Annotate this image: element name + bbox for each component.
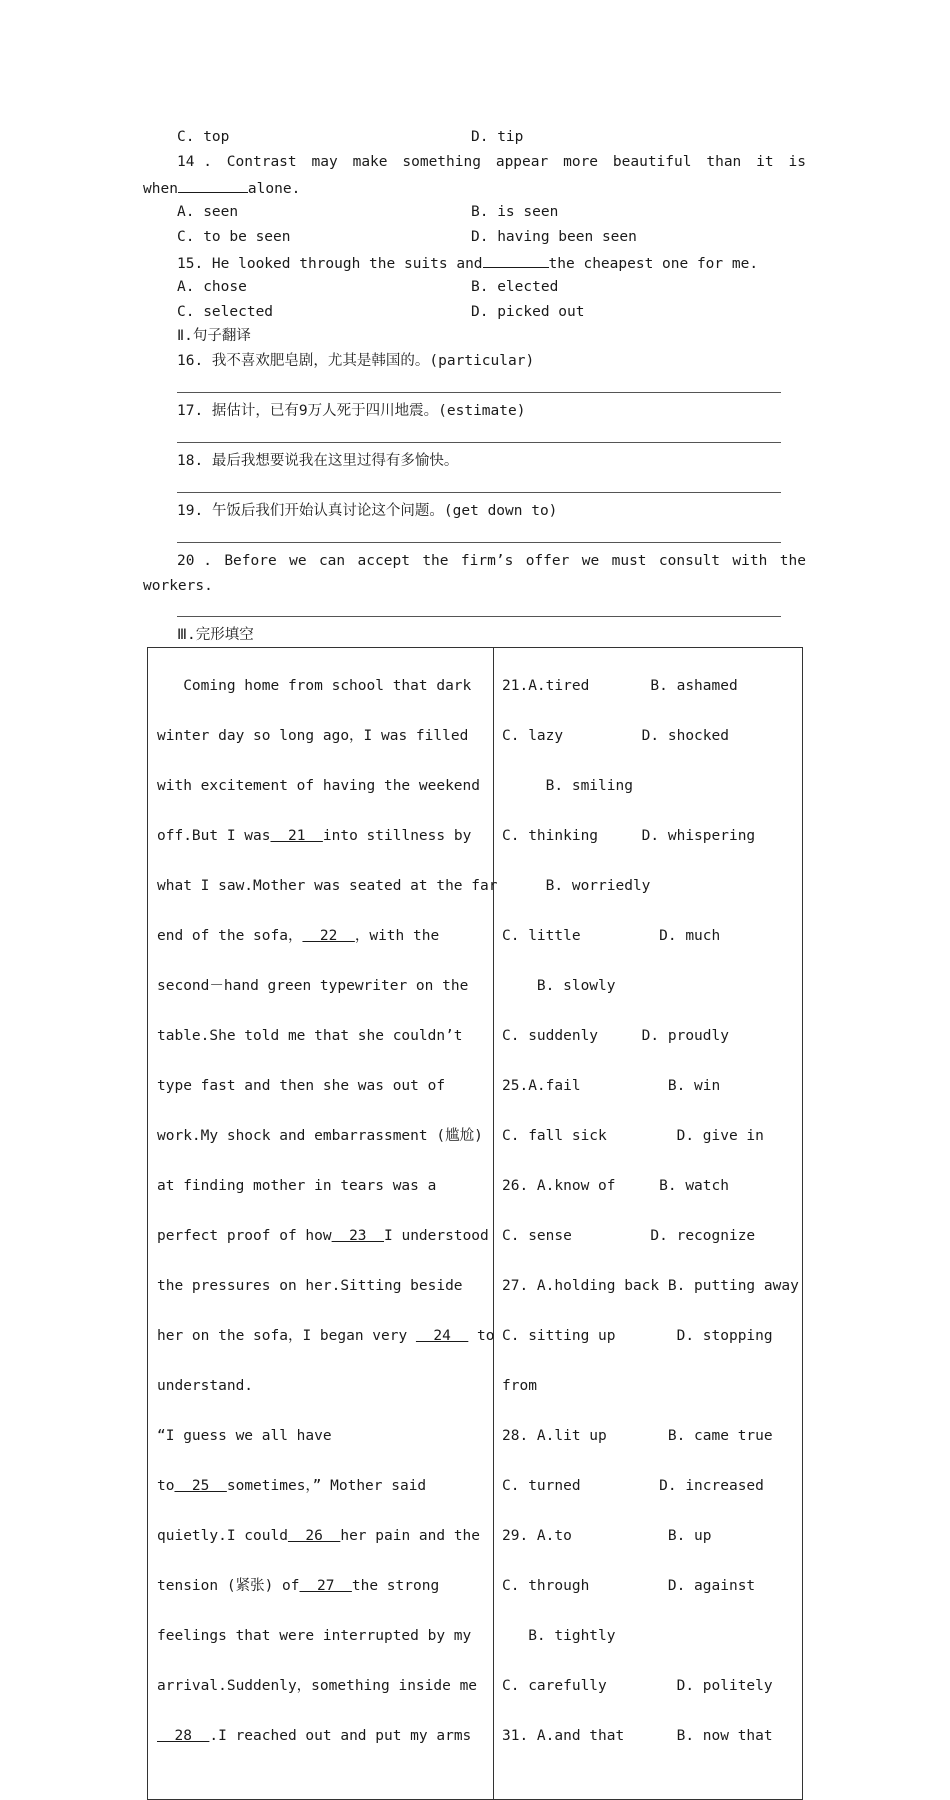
translation-q18: 18. 最后我想要说我在这里过得有多愉快。	[177, 453, 459, 469]
cloze-option-line: C. fall sick D. give in	[502, 1128, 764, 1144]
cloze-option-line: C. thinking D. whispering	[502, 828, 756, 844]
q13-option-c: C. top	[177, 129, 230, 145]
cloze-option-line: C. suddenly D. proudly	[502, 1028, 729, 1044]
q15-option-c: C. selected	[177, 304, 274, 320]
cloze-blank-25[interactable]: 25	[174, 1478, 227, 1494]
answer-line-19[interactable]	[177, 542, 781, 543]
translation-q17: 17. 据估计，已有9万人死于四川地震。(estimate)	[177, 403, 526, 419]
cloze-option-line: C. sense D. recognize	[502, 1228, 756, 1244]
translation-q20-line1: 20 . Before we can accept the firm’s offer we must consult with the	[177, 553, 806, 569]
q14-option-a: A. seen	[177, 204, 239, 220]
cloze-blank-22[interactable]: 22	[302, 928, 355, 944]
cloze-option-line: C. lazy D. shocked	[502, 728, 729, 744]
cloze-options	[494, 648, 803, 1800]
q15-blank	[483, 250, 549, 268]
cloze-option-line: B. worriedly	[502, 878, 651, 894]
q15-stem: 15. He looked through the suits and the cheapest one for me.	[177, 250, 758, 277]
answer-line-16[interactable]	[177, 392, 781, 393]
cloze-blank-21[interactable]: 21	[270, 828, 323, 844]
q15-option-d: D. picked out	[471, 304, 585, 320]
cloze-option-line: C. turned D. increased	[502, 1478, 764, 1494]
translation-heading: Ⅱ.句子翻译	[177, 328, 251, 344]
cloze-option-line: B. smiling	[502, 778, 633, 794]
cloze-blank-28[interactable]: 28	[157, 1728, 210, 1744]
cloze-option-line: C. sitting up D. stopping	[502, 1328, 773, 1344]
cloze-option-line: C. little D. much	[502, 928, 721, 944]
q15-option-a: A. chose	[177, 279, 247, 295]
cloze-option-line: 21.A.tired B. ashamed	[502, 678, 738, 694]
cloze-option-line: 29. A.to B. up	[502, 1528, 712, 1544]
cloze-option-line: from	[502, 1378, 537, 1394]
q13-option-d: D. tip	[471, 129, 524, 145]
cloze-option-line: B. slowly	[502, 978, 616, 994]
q14-option-d: D. having been seen	[471, 229, 637, 245]
translation-q20-line2: workers.	[143, 578, 213, 594]
q15-option-b: B. elected	[471, 279, 559, 295]
cloze-blank-27[interactable]: 27	[299, 1578, 352, 1594]
translation-q19: 19. 午饭后我们开始认真讨论这个问题。(get down to)	[177, 503, 558, 519]
cloze-table	[147, 647, 803, 1800]
cloze-heading: Ⅲ.完形填空	[177, 627, 254, 643]
cloze-blank-23[interactable]: 23	[331, 1228, 384, 1244]
q14-option-b: B. is seen	[471, 204, 559, 220]
q14-stem-line1: 14 . Contrast may make something appear more beautiful than it is	[177, 154, 806, 170]
cloze-option-line: C. through D. against	[502, 1578, 756, 1594]
cloze-option-line: 27. A.holding back B. putting away	[502, 1278, 799, 1294]
cloze-passage: Coming home from school that dark winter day so long ago，I was filled with excitement of having the weekend off.But I was 21 into stillness by what I saw.Mother was seated at the far end of the sofa， 22 ，with the second－hand green typewriter on the table.She told me that she couldn’t type fast and then she was out of work.My shock and embarrassment (尴尬) at finding mother in tears was a perfect proof of how 23 I understood the pressures on her.Sitting beside her on the sofa，I began very 24 to understand. “I guess we all have to 25 sometimes，” Mother said quietly.I could 26 her pain and the tension (紧张) of 27 the strong feelings that were interrupted by my arrival.Suddenly，something inside me 28 .I reached out and put my arms	[148, 648, 494, 1800]
answer-line-17[interactable]	[177, 442, 781, 443]
q14-option-c: C. to be seen	[177, 229, 291, 245]
cloze-option-line: 26. A.know of B. watch	[502, 1178, 729, 1194]
q14-blank	[178, 175, 248, 193]
cloze-option-line: 25.A.fail B. win	[502, 1078, 721, 1094]
q14-stem-line2: when alone.	[143, 175, 300, 202]
cloze-blank-24[interactable]: 24	[415, 1328, 469, 1344]
cloze-option-line: 28. A.lit up B. came true	[502, 1428, 773, 1444]
answer-line-20[interactable]	[177, 616, 781, 617]
cloze-option-line: B. tightly	[502, 1628, 616, 1644]
answer-line-18[interactable]	[177, 492, 781, 493]
cloze-blank-26[interactable]: 26	[287, 1528, 341, 1544]
cloze-option-line: 31. A.and that B. now that	[502, 1728, 773, 1744]
cloze-option-line: C. carefully D. politely	[502, 1678, 773, 1694]
translation-q16: 16. 我不喜欢肥皂剧，尤其是韩国的。(particular)	[177, 353, 535, 369]
